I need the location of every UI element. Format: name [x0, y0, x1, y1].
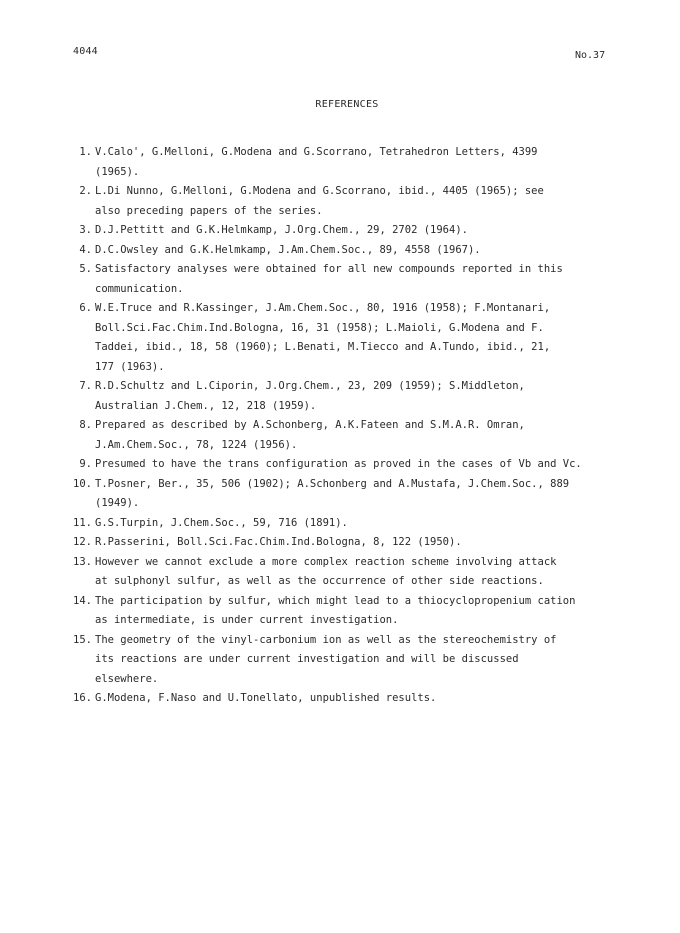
- reference-line: elsewhere.: [95, 672, 159, 685]
- reference-number: 10.: [73, 477, 92, 490]
- reference-number: 7.: [79, 380, 92, 392]
- reference-item: [60, 592, 620, 631]
- reference-number: 8.: [79, 419, 92, 431]
- reference-number: 15.: [73, 633, 92, 646]
- reference-item: [60, 260, 620, 299]
- reference-number: 2.: [79, 185, 92, 197]
- reference-line: also preceding papers of the series.: [95, 204, 323, 217]
- reference-item: [60, 689, 620, 709]
- reference-item: [60, 455, 620, 475]
- reference-item: [60, 377, 620, 416]
- reference-line: Satisfactory analyses were obtained for all new compounds reported in this: [95, 263, 563, 275]
- reference-number: 12.: [73, 536, 92, 548]
- reference-number: 16.: [73, 692, 92, 704]
- reference-number: 1.: [79, 146, 92, 158]
- reference-line: G.S.Turpin, J.Chem.Soc., 59, 716 (1891).: [95, 516, 348, 529]
- references-heading: REFERENCES: [315, 99, 379, 110]
- reference-line: its reactions are under current investigation and will be discussed: [95, 653, 519, 665]
- reference-item: [60, 553, 620, 592]
- reference-number: 4.: [79, 243, 92, 256]
- reference-line: Prepared as described by A.Schonberg, A.K.Fateen and S.M.A.R. Omran,: [95, 419, 525, 431]
- reference-line: Taddei, ibid., 18, 58 (1960); L.Benati, M.Tiecco and A.Tundo, ibid., 21,: [95, 341, 551, 353]
- reference-number: 14.: [73, 594, 92, 607]
- reference-number: 13.: [73, 555, 92, 568]
- reference-line: The participation by sulfur, which might lead to a thiocyclopropenium cation: [95, 594, 576, 607]
- issue-number: No.37: [575, 50, 606, 61]
- reference-line: D.J.Pettitt and G.K.Helmkamp, J.Org.Chem., 29, 2702 (1964).: [95, 224, 468, 236]
- reference-item: [60, 182, 620, 221]
- reference-line: T.Posner, Ber., 35, 506 (1902); A.Schonberg and A.Mustafa, J.Chem.Soc., 889: [95, 477, 570, 490]
- reference-line: Australian J.Chem., 12, 218 (1959).: [95, 399, 317, 412]
- reference-line: 177 (1963).: [95, 360, 165, 373]
- reference-number: 9.: [79, 458, 92, 470]
- reference-item: [60, 241, 620, 261]
- reference-line: (1949).: [95, 497, 140, 509]
- reference-number: 3.: [79, 224, 92, 236]
- reference-item: [60, 533, 620, 553]
- reference-line: R.Passerini, Boll.Sci.Fac.Chim.Ind.Bologna, 8, 122 (1950).: [95, 536, 462, 548]
- reference-line: D.C.Owsley and G.K.Helmkamp, J.Am.Chem.Soc., 89, 4558 (1967).: [95, 243, 481, 256]
- reference-number: 5.: [79, 263, 92, 275]
- reference-line: (1965).: [95, 165, 140, 178]
- reference-line: Boll.Sci.Fac.Chim.Ind.Bologna, 16, 31 (1958); L.Maioli, G.Modena and F.: [95, 321, 544, 334]
- reference-list: [60, 143, 620, 709]
- reference-number: 11.: [73, 516, 92, 529]
- page-number: 4044: [73, 46, 98, 57]
- reference-item: [60, 475, 620, 514]
- reference-item: [60, 631, 620, 690]
- reference-line: Presumed to have the trans configuration as proved in the cases of Vb and Vc.: [95, 458, 582, 470]
- reference-line: as intermediate, is under current investigation.: [95, 614, 399, 626]
- reference-line: at sulphonyl sulfur, as well as the occurrence of other side reactions.: [95, 575, 544, 587]
- reference-line: V.Calo', G.Melloni, G.Modena and G.Scorrano, Tetrahedron Letters, 4399: [95, 146, 538, 158]
- reference-item: [60, 143, 620, 182]
- reference-item: [60, 416, 620, 455]
- reference-line: J.Am.Chem.Soc., 78, 1224 (1956).: [95, 438, 298, 451]
- reference-line: communication.: [95, 282, 184, 295]
- reference-line: L.Di Nunno, G.Melloni, G.Modena and G.Scorrano, ibid., 4405 (1965); see: [95, 185, 544, 197]
- reference-item: [60, 299, 620, 377]
- reference-line: The geometry of the vinyl-carbonium ion as well as the stereochemistry of: [95, 633, 557, 646]
- reference-line: G.Modena, F.Naso and U.Tonellato, unpublished results.: [95, 692, 437, 704]
- reference-item: [60, 514, 620, 534]
- reference-item: [60, 221, 620, 241]
- reference-line: However we cannot exclude a more complex reaction scheme involving attack: [95, 555, 557, 568]
- reference-line: R.D.Schultz and L.Ciporin, J.Org.Chem., 23, 209 (1959); S.Middleton,: [95, 380, 525, 392]
- reference-line: W.E.Truce and R.Kassinger, J.Am.Chem.Soc., 80, 1916 (1958); F.Montanari,: [95, 302, 551, 314]
- reference-number: 6.: [79, 302, 92, 314]
